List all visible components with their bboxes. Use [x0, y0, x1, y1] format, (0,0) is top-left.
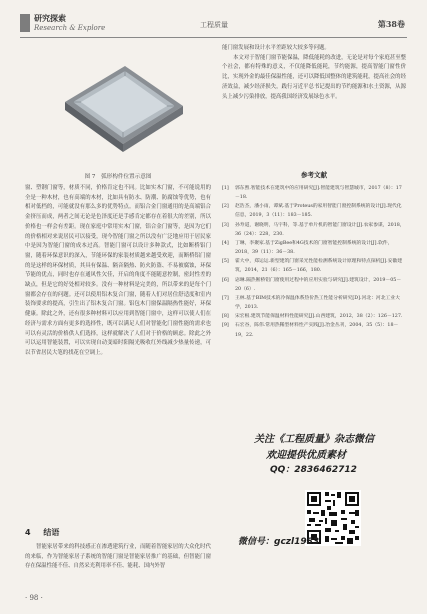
- page-number: · 98 ·: [25, 594, 43, 602]
- figure-caption: 图 7 弧形构件位置示意图: [84, 174, 152, 180]
- body-paragraph: 能门窗发展和设计水平差距较大较多等问题。: [222, 45, 330, 51]
- reference-item: [5] 霍大中，郑运运.新型建筑门窗采光性能检测系统设计原理和特点探析[J].安徽建筑，2014，21（6）：165－166，180.: [222, 259, 403, 274]
- section-title: 结语: [43, 528, 60, 537]
- body-paragraph: 窗、塑钢门窗等，材质不同，价格肯定也不同。比如实木门窗，不可能说用的全是一种木材，也有高端的木材，比如具有防水、防潮、防腐蚀等优势，也有相对低档的，可能就没有那么多的优势特点。而铝合金门窗通用的是高端铝合金挤压而成，两者之间无论是色泽度还是手感肯定都存在着很大的差别，所以价格也一样会有差距。现在家庭中常用实木门窗，铝合金门窗等，是因为它们的价格相对来说居民可以接受，现今智能门窗之所以没有广泛地应用于居民家中是因为智能门窗的成本过高。智能门窗可以设计多种款式，比如断桥铝门窗，随着环保意识的深入，节能环保的家装材质越来越受欢迎，而断桥铝门窗的是这样的环保材质，其具有保温、隔音隔热、防火防盗、不易被腐蚀，环保节能的优点，同时也存在通风性欠佳，开启的角度不能随意控制，密封性差的缺点，但是它的好处相对较多。没有一种材料是完美的，所以带来的是每个门窗都会存在的问题。还可以使用铝木复合门窗，随着人们对居住舒适度和室内装饰要求的提高，引生出了铝木复合门窗。铝包木门窗保温隔热性能好，环保健康。除此之外，还有很多种材料可以应用到智能门窗中，这样可以使人们在经济与需求方面有更多的选择性，既可以满足人们对智能化门窗性能的需求也可以有灵活的价格供人们选择，这样就解决了人们对于价格的顾虑。除此之外可以运用智能装置，可以实现自动变暗时阳隔光吸收红外线减少热量传递，可以节省居民大笔的找花在空调上。: [25, 185, 211, 356]
- reference-item: [7] 王林.基于BIM技术的冷保温体系热价热工性能分析研究[D].河北：河北工业大学，2013.: [222, 295, 400, 311]
- right-body-text: [222, 44, 406, 102]
- arc-component-figure: [55, 44, 190, 169]
- reference-item: [8] 宋宏根.建筑节能保温材料性能研究[J].山西建筑，2012，38（2）：126－127.: [222, 314, 403, 320]
- page-header: [0, 0, 427, 40]
- column-title-english: Research & Explore: [34, 24, 106, 32]
- reference-item: [9] 石宏谷，陈伟.常用热稀型材料性产实践[J].冶金丛刊，2004，35（5）：18－19，22.: [222, 323, 399, 338]
- volume-label: 第38卷: [377, 19, 405, 29]
- references-list: [222, 184, 406, 340]
- body-paragraph: 智能家居带来的科技感正在渗透建筑行业，而随着智能家居的大众化时代的来临，作为智能家居子系统的智能门窗是智能家居推广的基础，但智能门窗存在保温性能不佳、自然采光利用率不佳、能耗、国内外智: [25, 544, 211, 570]
- reference-item: [2] 赵浩杰，潘小雨，谭斌.基于Proteus的家用智能门窗控制系统的设计[J].现代化信息，2019，3（11）：183－185.: [222, 204, 402, 219]
- references-title: 参考文献: [301, 171, 327, 179]
- section-heading: [25, 527, 59, 538]
- section-number: 4: [25, 528, 31, 537]
- column-title: 研究探索: [34, 13, 66, 23]
- reference-item: [4] 丁琳，李聚家.基于ZigBee和4G技术的门窗智能控制系统的设计[J].软件，2018，39（11）：36－38.: [222, 240, 393, 256]
- reference-item: [3] 孙寿道，谢晓明，马宇科，等.基于单片机的智能门窗设计[J].农家参谋，2018，36（24）：228，230.: [222, 222, 405, 237]
- header-divider: [20, 37, 407, 38]
- journal-name: 工程质量: [200, 21, 228, 29]
- promo-wechat-id: 微信号：gczl1983: [238, 537, 320, 547]
- promo-subline: 欢迎提供优质素材: [266, 450, 346, 461]
- wechat-promo: [240, 428, 390, 560]
- reference-item: [6] 宓琳.隔热断桥铝门窗使用过程中的应用实验与研究[J].建筑设计，2019－05－20（6）.: [222, 277, 402, 292]
- promo-headline: 关注《工程质量》杂志微信: [254, 434, 374, 445]
- reference-item: [1] 郭东煦.智能技术在建筑中的应用研究[J].智能建筑与智慧城市，2017（8）：17－18.: [222, 186, 402, 201]
- left-body-text-1: [25, 184, 211, 359]
- body-paragraph: 本文对于智能门窗节能保温，降低能耗的改进，无论是对每个家庭甚至整个社会，都有特殊的意义，不仅能降低能耗，节约能源，提高智能门窗性价比，实现外金的最佳保温性能，还可以降低国整体的建筑能耗，提高社会的经济效益，减少经济损失，践行习近平总书记提出的节约能源和水土资源，从源头上减少污染排放，提高我国经济发展绿色水平。: [222, 54, 406, 100]
- left-body-text-2: [25, 543, 211, 572]
- journal-logo-mark: [20, 14, 30, 32]
- promo-qq: QQ：2836462712: [270, 465, 357, 475]
